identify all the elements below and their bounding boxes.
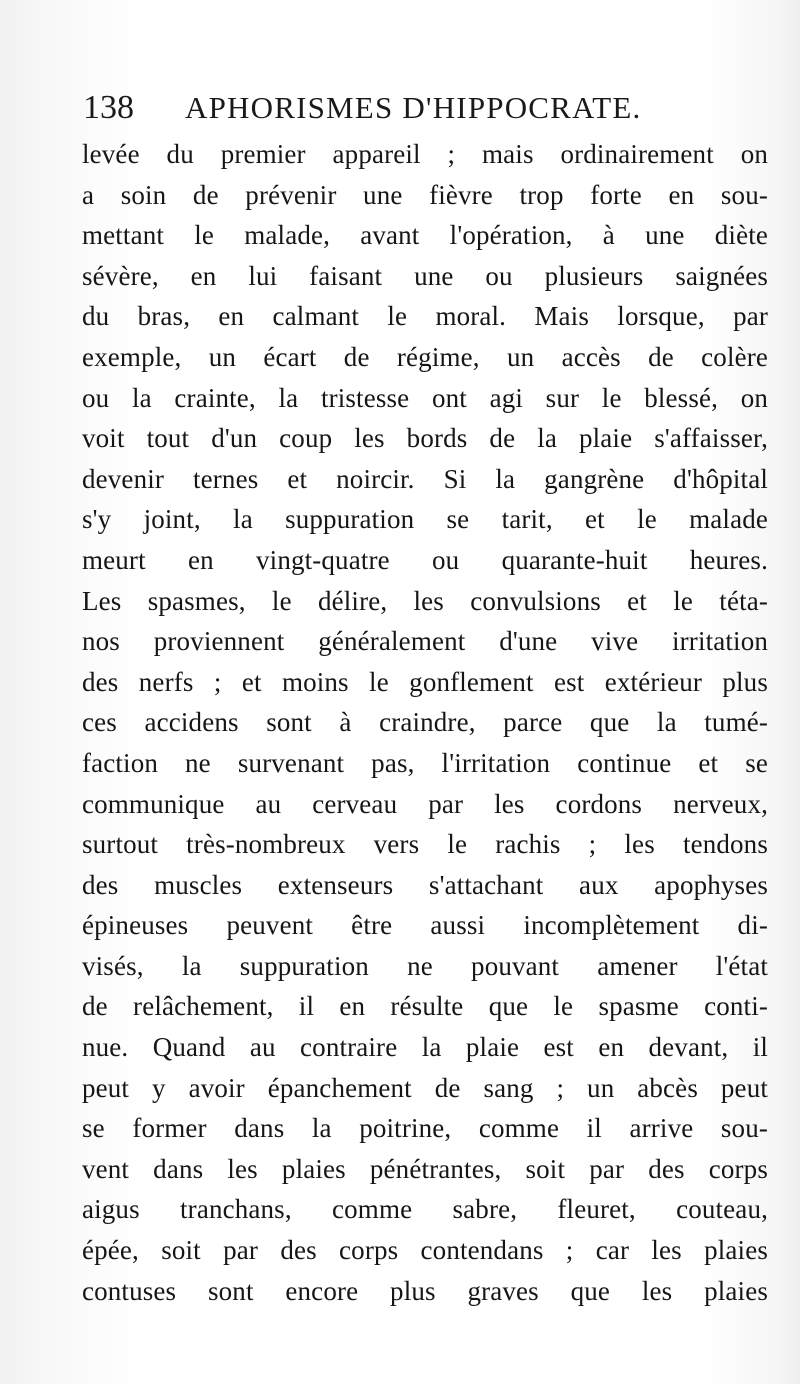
text-line: épée, soit par des corps contendans ; car les plaies (82, 1235, 768, 1266)
text-line: des muscles extenseurs s'attachant aux apophyses (82, 869, 768, 900)
text-line: meurt en vingt-quatre ou quarante-huit heures. (82, 544, 768, 575)
text-line: communique au cerveau par les cordons nerveux, (82, 788, 768, 819)
body-text (82, 134, 768, 1311)
text-line: du bras, en calmant le moral. Mais lorsque, par (82, 301, 768, 332)
text-line: visés, la suppuration ne pouvant amener l'état (82, 950, 768, 981)
text-line: a soin de prévenir une fièvre trop forte en sou- (82, 179, 768, 210)
running-title: APHORISMES D'HIPPOCRATE. (185, 90, 642, 125)
text-line: voit tout d'un coup les bords de la plaie s'affaisser, (82, 423, 768, 454)
text-line: nue. Quand au contraire la plaie est en devant, il (82, 1032, 768, 1063)
text-line: contuses sont encore plus graves que les plaies (82, 1275, 768, 1306)
text-line: peut y avoir épanchement de sang ; un abcès peut (82, 1072, 768, 1103)
text-line: sévère, en lui faisant une ou plusieurs saignées (82, 260, 768, 291)
text-line: Les spasmes, le délire, les convulsions et le téta- (82, 585, 768, 616)
text-line: épineuses peuvent être aussi incomplètement di- (82, 910, 768, 941)
text-line: se former dans la poitrine, comme il arrive sou- (82, 1113, 768, 1144)
text-line: des nerfs ; et moins le gonflement est extérieur plus (82, 666, 768, 697)
text-line: devenir ternes et noircir. Si la gangrène d'hôpital (82, 463, 768, 494)
text-line: aigus tranchans, comme sabre, fleuret, couteau, (82, 1194, 768, 1225)
text-line: ou la crainte, la tristesse ont agi sur le blessé, on (82, 382, 768, 413)
text-line: exemple, un écart de régime, un accès de colère (82, 341, 768, 372)
text-line: ces accidens sont à craindre, parce que la tumé- (82, 707, 768, 738)
text-line: surtout très-nombreux vers le rachis ; les tendons (82, 829, 768, 860)
page-number: 138 (83, 89, 134, 126)
text-line: mettant le malade, avant l'opération, à une diète (82, 220, 768, 251)
text-line: vent dans les plaies pénétrantes, soit par des corps (82, 1153, 768, 1184)
text-line: s'y joint, la suppuration se tarit, et le malade (82, 504, 768, 535)
text-line: levée du premier appareil ; mais ordinairement on (82, 139, 768, 169)
text-line: nos proviennent généralement d'une vive irritation (82, 626, 768, 657)
text-line: de relâchement, il en résulte que le spasme conti- (82, 991, 768, 1022)
text-line: faction ne survenant pas, l'irritation continue et se (82, 747, 768, 778)
running-head (83, 88, 663, 128)
